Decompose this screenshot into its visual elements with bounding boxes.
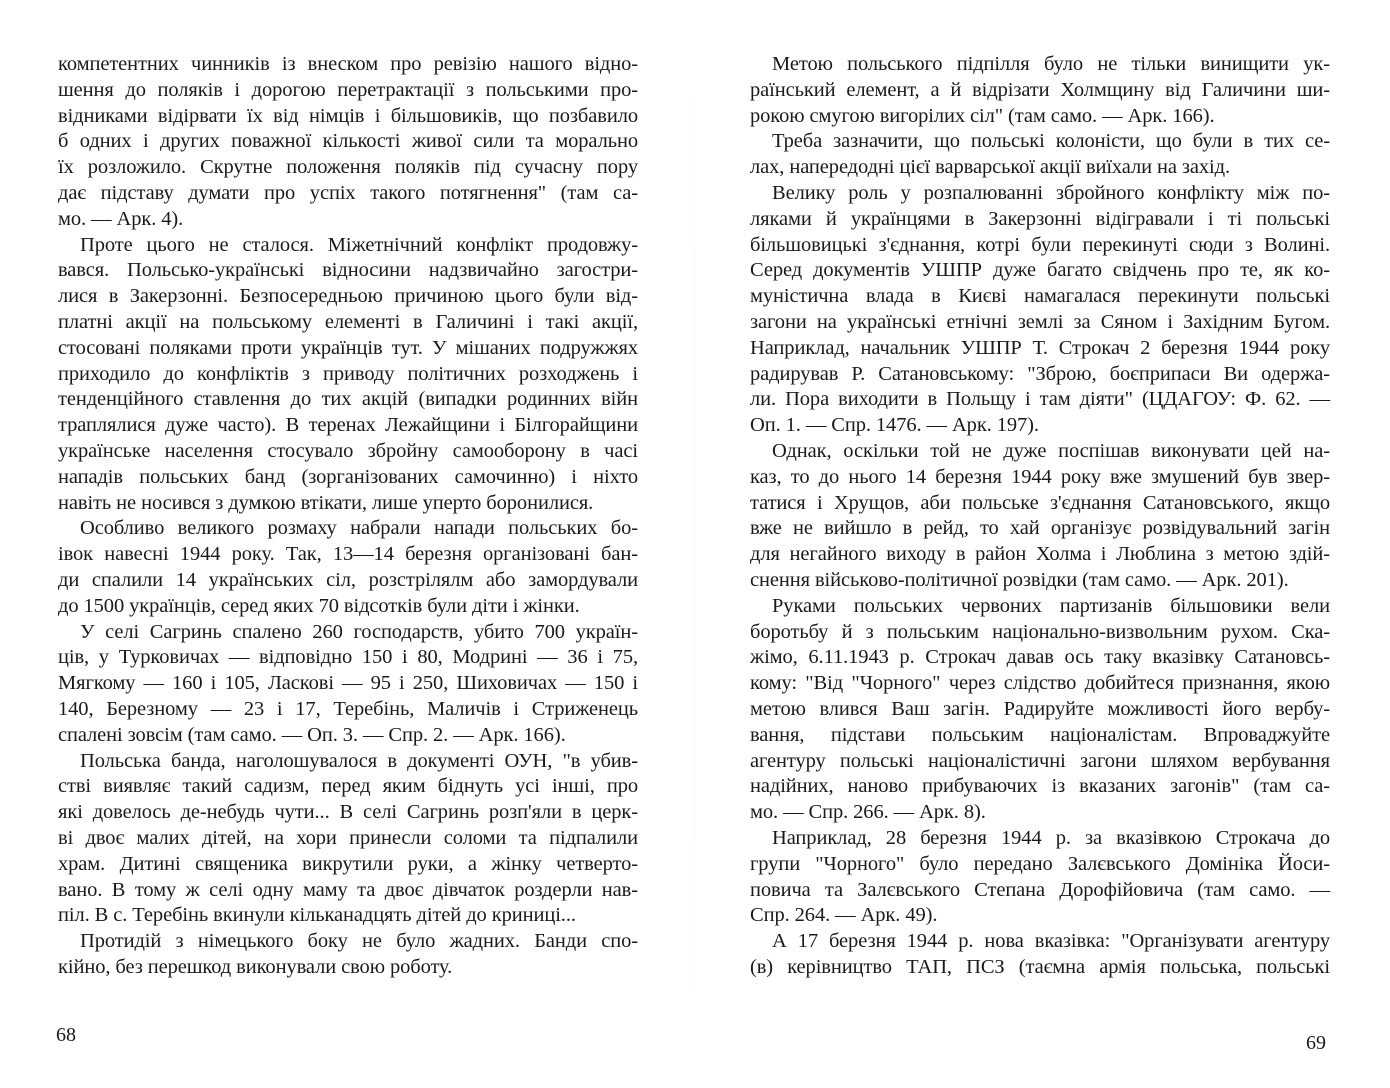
left-page-text	[58, 52, 638, 981]
text-line: Метою польського підпілля було не тільки винищити ук-	[772, 53, 1330, 75]
text-line: ляками й українцями в Закерзонні відігравали і ті польські	[750, 207, 1330, 230]
text-line: Оп. 1. — Спр. 1476. — Арк. 197).	[750, 414, 1039, 437]
text-line: ли. Пора виходити в Польщу і там діяти" (ЦДАГОУ: Ф. 62. —	[750, 388, 1330, 411]
text-line: компетентних чинників із внеском про ревізію нашого відно-	[58, 53, 638, 75]
text-line: Польська банда, наголошувалося в документі ОУН, "в убив-	[80, 749, 638, 772]
text-line: У селі Сагринь спалено 260 господарств, убито 700 україн-	[80, 620, 638, 643]
text-line: Протидій з німецького боку не було жадних. Банди спо-	[80, 930, 638, 953]
text-line: Проте цього не сталося. Міжетнічний конфлікт продовжу-	[80, 233, 638, 256]
text-line: надійних, наново прибуваючих із вказаних загонів" (там са-	[750, 775, 1330, 798]
text-line: їх розложило. Скрутне положення поляків під сучасну пору	[58, 156, 638, 179]
text-line: кійно, без перешкод виконували свою роботу.	[58, 955, 453, 978]
text-line: вже не вийшло в рейд, то хай організує розвідувальний загін	[750, 517, 1330, 540]
text-line: до 1500 українців, серед яких 70 відсотків були діти і жінки.	[58, 594, 580, 617]
paragraph	[58, 620, 638, 749]
text-line: Особливо великого розмаху набрали напади польських бо-	[80, 517, 638, 540]
text-line: вання, підстави польським націоналістам. Впроваджуйте	[750, 723, 1330, 746]
text-line: дає підставу думати про успіх такого потягнення" (там са-	[58, 181, 638, 204]
text-line: ди спалили 14 українських сіл, розстрілялм або замордували	[58, 568, 638, 591]
text-line: мо. — Арк. 4).	[58, 207, 184, 230]
text-line: татися і Хрущов, аби польське з'єднання Сатановського, якщо	[750, 491, 1330, 514]
paragraph	[58, 233, 638, 517]
page-number-right: 69	[1306, 1032, 1326, 1054]
text-line: для негайного виходу в район Холма і Люблина з метою здій-	[750, 543, 1330, 566]
text-line: навіть не носився з думкою втікати, лише уперто боронилися.	[58, 491, 594, 514]
text-line: нападів польських банд (зорганізованих самочинно) і ніхто	[58, 465, 638, 488]
text-line: ців, у Турковичах — відповідно 150 і 80, Модрині — 36 і 75,	[58, 646, 638, 669]
paragraph	[58, 749, 638, 930]
text-line: снення військово-політичної розвідки (там само. — Арк. 201).	[750, 568, 1289, 591]
text-line: тенденційного ставлення до тих акцій (випадки родинних війн	[58, 388, 638, 411]
text-line: Мягкому — 160 і 105, Ласкові — 95 і 250, Шиховичах — 150 і	[58, 672, 638, 695]
text-line: агентуру польські націоналістичні загони шляхом вербування	[750, 749, 1330, 772]
paragraph	[750, 826, 1330, 929]
text-line: ві двоє малих дітей, на хори принесли соломи та підпалили	[58, 826, 638, 849]
text-line: Спр. 264. — Арк. 49).	[750, 904, 938, 927]
text-line: лах, напередодні цієї варварської акції виїхали на захід.	[750, 156, 1230, 179]
paragraph	[750, 594, 1330, 826]
text-line: Треба зазначити, що польські колоністи, що були в тих се-	[772, 130, 1330, 153]
text-line: траплялися дуже часто). В теренах Лежайщини і Білгорайщини	[58, 414, 638, 437]
text-line: українське населення стосувало збройну самооборону в часі	[58, 439, 638, 462]
text-line: Велику роль у розпалюванні збройного конфлікту між по-	[772, 181, 1330, 204]
text-line: Наприклад, 28 березня 1944 р. за вказівкою Строкача до	[772, 826, 1330, 849]
text-line: кому: "Від "Чорного" через слідство добийтеся признання, якою	[750, 672, 1330, 695]
right-page-text	[750, 52, 1330, 981]
text-line: (в) керівництво ТАП, ПСЗ (таємна армія польська, польські	[750, 955, 1330, 978]
text-line: А 17 березня 1944 р. нова вказівка: "Організувати агентуру	[772, 930, 1330, 953]
text-line: б одних і других поважної кількості живої сили та морально	[58, 130, 638, 153]
text-line: загони на українські етнічні землі за Сяном і Західним Бугом.	[750, 310, 1330, 333]
text-line: Руками польських червоних партизанів більшовики вели	[772, 594, 1330, 617]
text-line: рокою смугою вигорілих сіл" (там само. — Арк. 166).	[750, 104, 1215, 127]
text-line: муністична влада в Києві намагалася перекинути польські	[750, 285, 1330, 308]
paragraph	[750, 129, 1330, 181]
text-line: більшовицькі з'єднання, котрі були перекинуті сюди з Волині.	[750, 233, 1330, 256]
text-line: лися в Закерзонні. Безпосередньою причиною цього були від-	[58, 285, 638, 308]
text-line: приходило до конфліктів з приводу політичних розходжень і	[58, 362, 638, 385]
text-line: піл. В с. Теребінь вкинули кільканадцять дітей до криниці...	[58, 904, 576, 927]
text-line: храм. Дитині священика викрутили руки, а жінку четверто-	[58, 852, 638, 875]
text-line: повича та Залєвського Степана Дорофійовича (там само. —	[750, 878, 1330, 901]
text-line: каз, то до нього 14 березня 1944 року вже змушений був звер-	[750, 465, 1330, 488]
text-line: групи "Чорного" було передано Залєвського Домініка Йоси-	[750, 852, 1330, 875]
text-line: вано. В тому ж селі одну маму та двоє дівчаток роздерли нав-	[58, 878, 638, 901]
book-gutter	[694, 0, 695, 1088]
text-line: вався. Польсько-українські відносини надзвичайно загостри-	[58, 259, 638, 282]
paragraph	[750, 181, 1330, 439]
text-line: метою влився Ваш загін. Радируйте можливості його вербу-	[750, 697, 1330, 720]
paragraph	[58, 516, 638, 619]
text-line: мо. — Спр. 266. — Арк. 8).	[750, 801, 986, 824]
text-line: шення до поляків і дорогою перетрактації з польськими про-	[58, 78, 638, 101]
text-line: Наприклад, начальник УШПР Т. Строкач 2 березня 1944 року	[750, 336, 1330, 359]
text-line: Серед документів УШПР дуже багато свідчень про те, як ко-	[750, 259, 1330, 282]
paragraph	[750, 439, 1330, 594]
text-line: стосовані поляками проти українців тут. У мішаних подружжях	[58, 336, 638, 359]
page-number-left: 68	[56, 1024, 76, 1046]
text-line: радирував Р. Сатановському: "Зброю, боєприпаси Ви одержа-	[750, 362, 1330, 385]
text-line: спалені зовсім (там само. — Оп. 3. — Спр. 2. — Арк. 166).	[58, 723, 566, 746]
text-line: 140, Березному — 23 і 17, Теребінь, Маличів і Стриженець	[58, 697, 638, 720]
text-line: стві виявляє такий садизм, перед яким біднуть усі інші, про	[58, 775, 638, 798]
text-line: відниками відірвати їх від німців і більшовиків, що позбавило	[58, 104, 638, 127]
text-line: які довелось де-небудь чути... В селі Сагринь розп'яли в церк-	[58, 801, 638, 824]
paragraph	[750, 929, 1330, 981]
text-line: Однак, оскільки той не дуже поспішав виконувати цей на-	[772, 439, 1330, 462]
paragraph	[750, 52, 1330, 129]
text-line: боротьбу й з польським національно-визвольним рухом. Ска-	[750, 620, 1330, 643]
text-line: платні акції на польському елементі в Галичині і такі акції,	[58, 310, 638, 333]
text-line: раїнський елемент, а й відрізати Холмщину від Галичини ши-	[750, 78, 1330, 101]
text-line: жімо, 6.11.1943 р. Строкач давав ось таку вказівку Сатановсь-	[750, 646, 1330, 669]
text-line: івок навесні 1944 року. Так, 13—14 березня організовані бан-	[58, 543, 638, 566]
paragraph	[58, 929, 638, 981]
paragraph	[58, 52, 638, 233]
